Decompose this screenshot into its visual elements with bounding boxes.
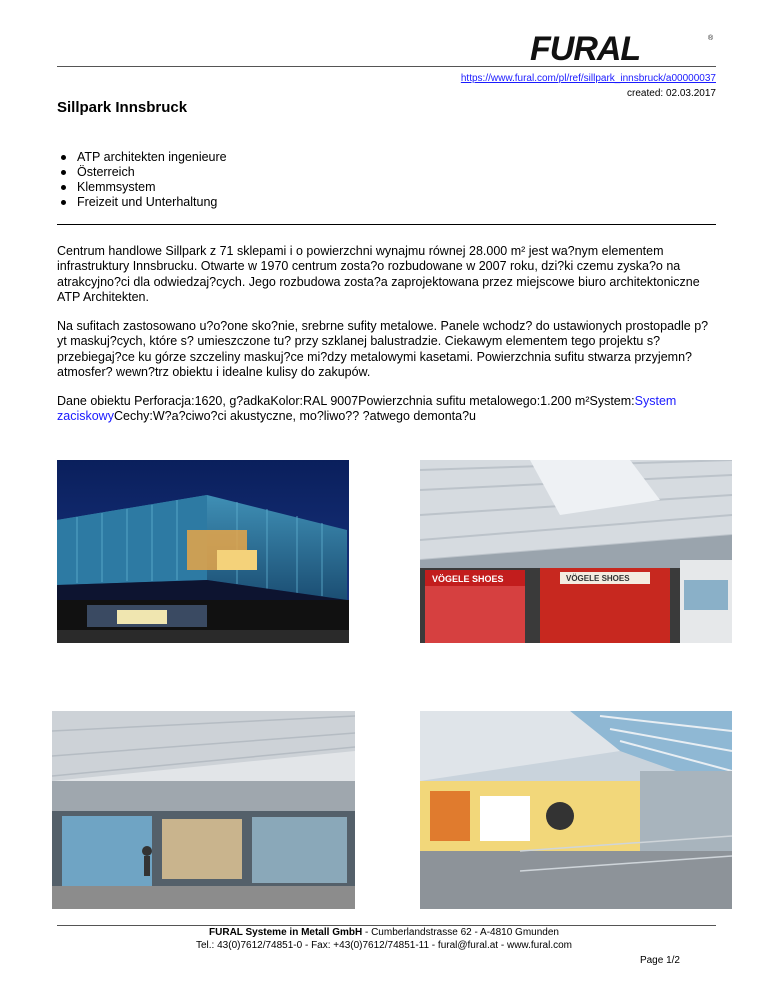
footer-company: FURAL Systeme in Metall GmbH - Cumberlandstrasse 62 - A-4810 Gmunden	[209, 927, 559, 938]
header-divider	[57, 66, 716, 67]
ceiling-paragraph: Na sufitach zastosowano u?o?one sko?nie, srebrne sufity metalowe. Panele wchodz? do ustawionych prostopadle p?yt maskuj?cych, które s? umieszczone tu? przy szklanej balustradzie. Ciekawym elementem tego projektu s? przebiegaj?ce ku górze szczeliny maskuj?ce mi?dzy metalowymi kasetami. Powierzchnia sufitu stwarza przyjemn? atmosfer? wewn?trz obiektu i idealne kulisy do zakupów.	[57, 319, 709, 379]
photo-mall-interior	[52, 711, 355, 909]
project-data-paragraph: Dane obiektu Perforacja:1620, g?adkaKolor:RAL 9007Powierzchnia sufitu metalowego:1.200 m²System:System zaciskowyCechy:W?a?ciwo?ci akustyczne, mo?liwo?? ?atwego demonta?u	[57, 394, 677, 424]
footer-contact: Tel.: 43(0)7612/74851-0 - Fax: +43(0)7612/74851-11 - fural@fural.at - www.fural.com	[196, 940, 572, 951]
tag-list	[57, 150, 227, 210]
photo-mall-atrium	[420, 711, 732, 909]
system-link[interactable]: System zaciskowy	[57, 394, 677, 424]
reference-url-link[interactable]: https://www.fural.com/pl/ref/sillpark_innsbruck/a00000037	[460, 73, 716, 84]
created-date: created: 02.03.2017	[627, 88, 716, 99]
svg-text:®: ®	[708, 35, 714, 42]
tag-country: Österreich	[77, 165, 227, 180]
store-sign-1: VÖGELE SHOES	[432, 574, 504, 584]
photo-building-exterior	[57, 460, 349, 643]
tag-system: Klemmsystem	[77, 180, 227, 195]
photo-mall-shopfront	[420, 460, 732, 643]
fural-logo	[526, 30, 716, 64]
store-sign-2: VÖGELE SHOES	[566, 574, 630, 583]
tag-architect: ATP architekten ingenieure	[77, 150, 227, 164]
description-paragraph: Centrum handlowe Sillpark z 71 sklepami i o powierzchni wynajmu równej 28.000 m² jest wa?nym elementem infrastruktury Innsbrucku. Otwarte w 1970 centrum zosta?o rozbudowane w 2007 roku, dzi?ki czemu zyska?o na atrakcyjno?ci dla odwiedzaj?cych. Jego rozbudowa zosta?a zaprojektowana przez miejscowe biuro architektoniczne ATP Architekten.	[57, 244, 700, 304]
section-divider	[57, 224, 716, 225]
tag-category: Freizeit und Unterhaltung	[77, 195, 227, 210]
page-title: Sillpark Innsbruck	[57, 99, 188, 116]
footer-divider	[57, 925, 716, 926]
page-number: Page 1/2	[639, 955, 680, 966]
logo-text: FURAL	[530, 30, 641, 64]
